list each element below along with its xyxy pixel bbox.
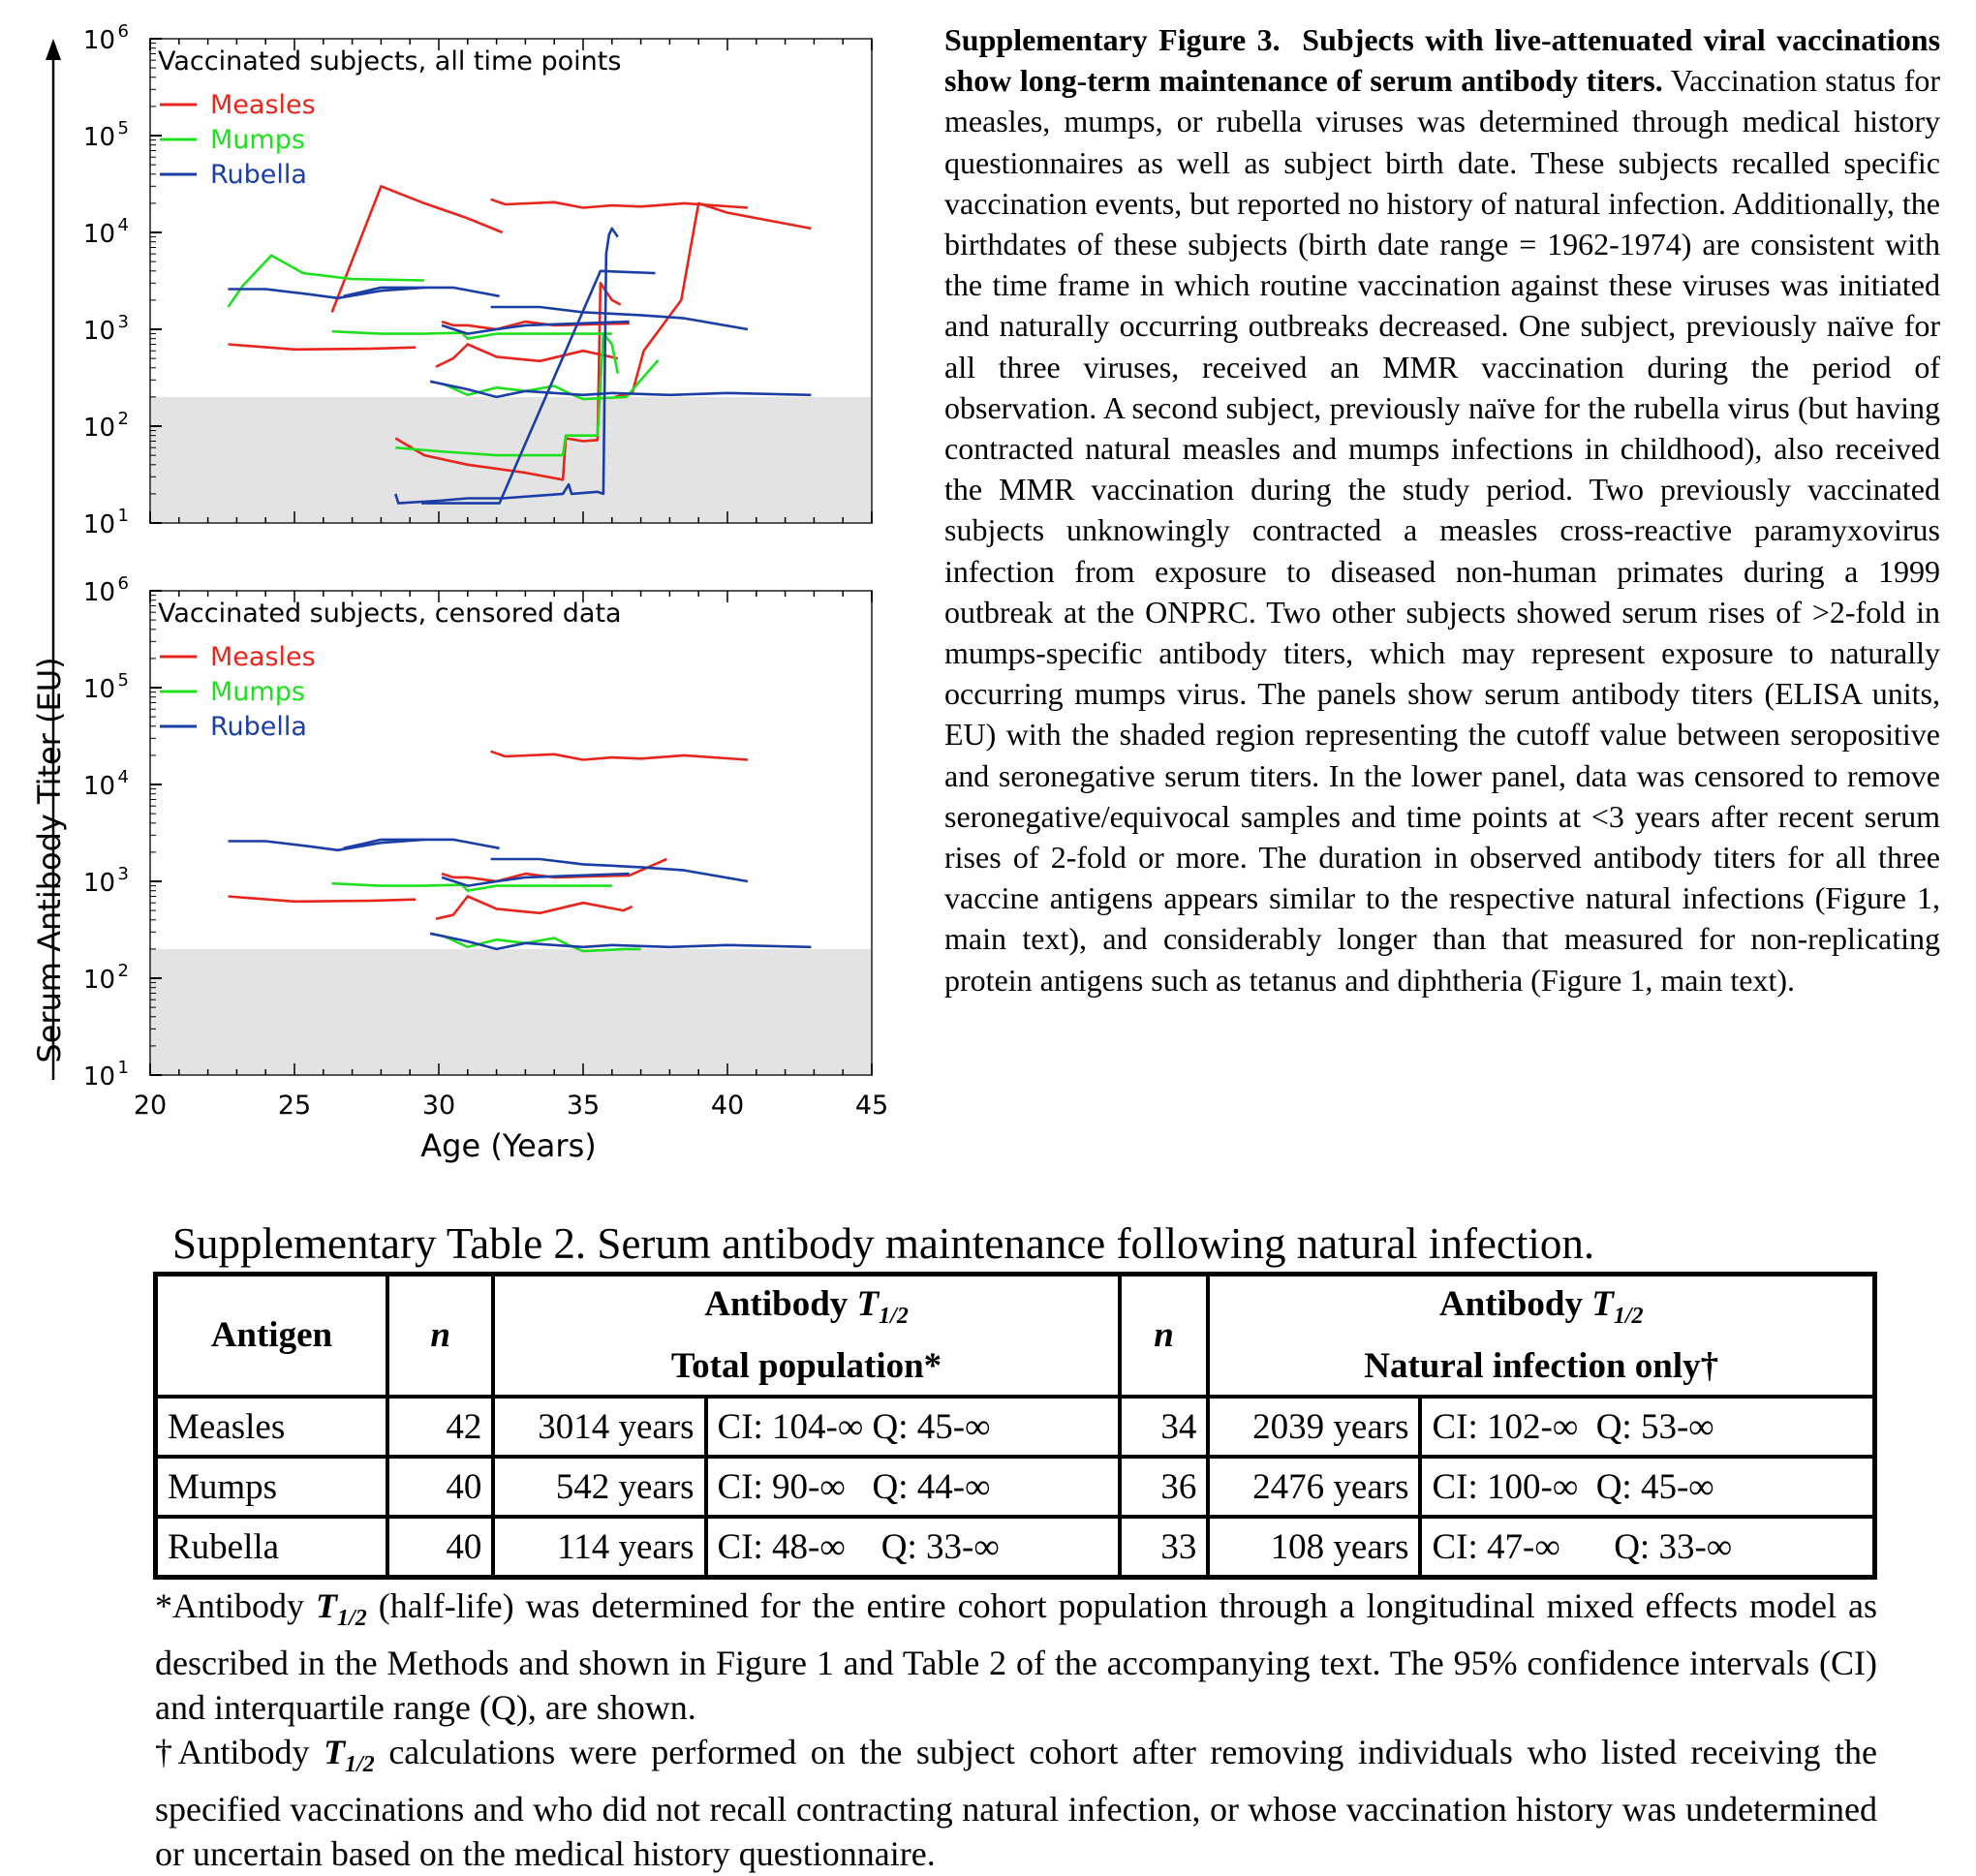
y-tick-exponent: 2	[117, 409, 129, 429]
cell-half-life-total: 542 years	[493, 1457, 705, 1517]
legend-entry: Measles	[210, 90, 316, 120]
cell-n-natural: 36	[1120, 1457, 1209, 1517]
cell-ci-natural: CI: 100-∞ Q: 45-∞	[1420, 1457, 1874, 1517]
cell-half-life-total: 114 years	[493, 1517, 705, 1578]
caption-body: Vaccination status for measles, mumps, or rubella viruses was determined through medical history questionnaires as well as subject birth date. These subjects recalled specific vaccination events, but reported no history of natural infection. Additionally, the birthdates of these subjects (birth date range = 1962-1974) are consistent with the time frame in which routine vaccination against these viruses was initiated and naturally occurring outbreaks decreased. One subject, previously naïve for all three viruses, received an MMR vaccination during the period of observation. A second subject, previously naïve for the rubella virus (but having contracted natural measles and mumps infections in childhood), also received the MMR vaccination during the study period. Two previously vaccinated subjects unknowingly contracted a measles cross-reactive paramyxovirus infection from exposure to diseased non-human primates during a 1999 outbreak at the ONPRC. Two other subjects showed serum rises of >2-fold in mumps-specific antibody titers, which may represent exposure to naturally occurring mumps virus. The panels show serum antibody titers (ELISA units, EU) with the shaded region representing the cutoff value between seropositive and seronegative serum titers. In the lower panel, data was censored to remove seronegative/equivocal samples and time points at <3 years after recent serum rises of 2-fold or more. The duration in observed antibody titers for all three vaccine antigens appears similar to the respective natural infections (Figure 1, main text), and considerably longer than that measured for non-replicating protein antigens such as tetanus and diphtheria (Figure 1, main text).	[944, 63, 1941, 998]
legend-entry: Rubella	[210, 712, 307, 742]
measles-subject-line	[491, 752, 748, 760]
legend-entry: Mumps	[210, 677, 305, 707]
cell-ci-natural: CI: 102-∞ Q: 53-∞	[1420, 1397, 1874, 1457]
cell-antigen: Mumps	[156, 1457, 387, 1517]
table-row	[156, 1397, 1875, 1457]
cell-half-life-total: 3014 years	[493, 1397, 705, 1457]
header-antigen: Antigen	[156, 1275, 387, 1398]
cell-n-total: 40	[387, 1517, 494, 1578]
cell-ci-natural: CI: 47-∞ Q: 33-∞	[1420, 1517, 1874, 1578]
rubella-subject-line	[229, 288, 425, 298]
caption-label: Supplementary Figure 3.	[944, 22, 1281, 57]
header-n-total: n	[387, 1275, 494, 1398]
legend-entry: Measles	[210, 642, 316, 672]
x-tick-label: 25	[277, 1091, 312, 1121]
header-total-population: Antibody $T_{1/2}$ Total population*	[493, 1275, 1119, 1398]
cell-half-life-natural: 2476 years	[1208, 1457, 1420, 1517]
y-tick-label: 10	[82, 220, 115, 249]
header-natural-infection: Antibody $T_{1/2}$ Natural infection only†	[1208, 1275, 1874, 1398]
x-tick-label: 35	[566, 1091, 601, 1121]
y-tick-label: 10	[82, 414, 115, 443]
figure-caption	[944, 19, 1940, 1000]
x-tick-label: 40	[710, 1091, 745, 1121]
y-tick-exponent: 1	[117, 506, 129, 526]
y-tick-label: 10	[82, 966, 115, 995]
caption-title: Subjects with live-attenuated viral vaccinations show long-term maintenance of serum antibody titers.	[944, 22, 1941, 99]
cell-antigen: Measles	[156, 1397, 387, 1457]
cell-n-total: 42	[387, 1397, 494, 1457]
x-tick-label: 45	[854, 1091, 889, 1121]
x-axis-label: Age (Years)	[420, 1127, 597, 1164]
header-n-natural: n	[1120, 1275, 1209, 1398]
measles-subject-line	[436, 345, 618, 367]
measles-subject-line	[229, 897, 417, 902]
y-tick-exponent: 1	[117, 1058, 129, 1078]
cell-half-life-natural: 2039 years	[1208, 1397, 1420, 1457]
cell-ci-total: CI: 48-∞ Q: 33-∞	[706, 1517, 1120, 1578]
table-title: Supplementary Table 2. Serum antibody maintenance following natural infection.	[172, 1219, 1595, 1268]
supplementary-table-2	[153, 1272, 1877, 1580]
y-tick-label: 10	[82, 675, 115, 704]
y-tick-exponent: 6	[117, 21, 129, 42]
panel-title: Vaccinated subjects, censored data	[158, 599, 622, 629]
y-tick-label: 10	[82, 26, 115, 55]
y-tick-exponent: 2	[117, 961, 129, 981]
y-tick-label: 10	[82, 772, 115, 801]
x-tick-label: 20	[133, 1091, 168, 1121]
footnote-star: *Antibody $T_{1/2}$ (half-life) was determined for the entire cohort population through a longitudinal mixed effects model as described in the Methods and shown in Figure 1 and Table 2 of the accompanying text. The 95% confidence intervals (CI) and interquartile range (Q), are shown.	[155, 1586, 1877, 1727]
table-row	[156, 1517, 1875, 1578]
cell-n-natural: 34	[1120, 1397, 1209, 1457]
legend-entry: Mumps	[210, 125, 305, 155]
y-tick-label: 10	[82, 578, 115, 607]
y-axis-label: Serum Antibody Titer (EU)	[31, 657, 68, 1063]
cell-half-life-natural: 108 years	[1208, 1517, 1420, 1578]
measles-subject-line	[442, 859, 666, 881]
y-tick-label: 10	[82, 869, 115, 898]
table-footnotes	[155, 1584, 1877, 1876]
measles-subject-line	[615, 203, 812, 397]
table-row	[156, 1457, 1875, 1517]
y-tick-exponent: 4	[117, 215, 129, 235]
panel-all-time-points	[83, 21, 872, 539]
y-tick-exponent: 3	[117, 864, 129, 884]
y-tick-exponent: 5	[117, 118, 129, 138]
y-tick-label: 10	[82, 317, 115, 346]
cell-n-natural: 33	[1120, 1517, 1209, 1578]
x-tick-label: 30	[421, 1091, 456, 1121]
y-tick-exponent: 6	[117, 573, 129, 594]
panel-censored-data	[83, 573, 872, 1092]
panel-title: Vaccinated subjects, all time points	[158, 46, 622, 77]
y-axis-arrowhead	[46, 39, 61, 60]
measles-subject-line	[229, 345, 417, 350]
y-tick-exponent: 4	[117, 767, 129, 787]
figure-3	[0, 0, 930, 1191]
footnote-dagger: †Antibody $T_{1/2}$ calculations were performed on the subject cohort after removing individuals who listed receiving the specified vaccinations and who did not recall contracting natural infection, or whose vaccination history was undetermined or uncertain based on the medical history questionnaire.	[155, 1733, 1877, 1873]
y-tick-label: 10	[82, 123, 115, 152]
cell-n-total: 40	[387, 1457, 494, 1517]
legend-entry: Rubella	[210, 160, 307, 190]
cell-ci-total: CI: 90-∞ Q: 44-∞	[706, 1457, 1120, 1517]
y-tick-exponent: 3	[117, 312, 129, 332]
cell-antigen: Rubella	[156, 1517, 387, 1578]
y-tick-label: 10	[82, 510, 115, 539]
table-header-row	[156, 1275, 1875, 1398]
mumps-subject-line	[229, 256, 425, 307]
y-tick-exponent: 5	[117, 670, 129, 691]
seronegative-cutoff-region	[150, 949, 872, 1075]
cell-ci-total: CI: 104-∞ Q: 45-∞	[706, 1397, 1120, 1457]
seronegative-cutoff-region	[150, 397, 872, 523]
rubella-subject-line	[229, 840, 425, 850]
x-axis	[134, 1091, 888, 1121]
y-tick-label: 10	[82, 1062, 115, 1092]
measles-subject-line	[436, 897, 633, 919]
